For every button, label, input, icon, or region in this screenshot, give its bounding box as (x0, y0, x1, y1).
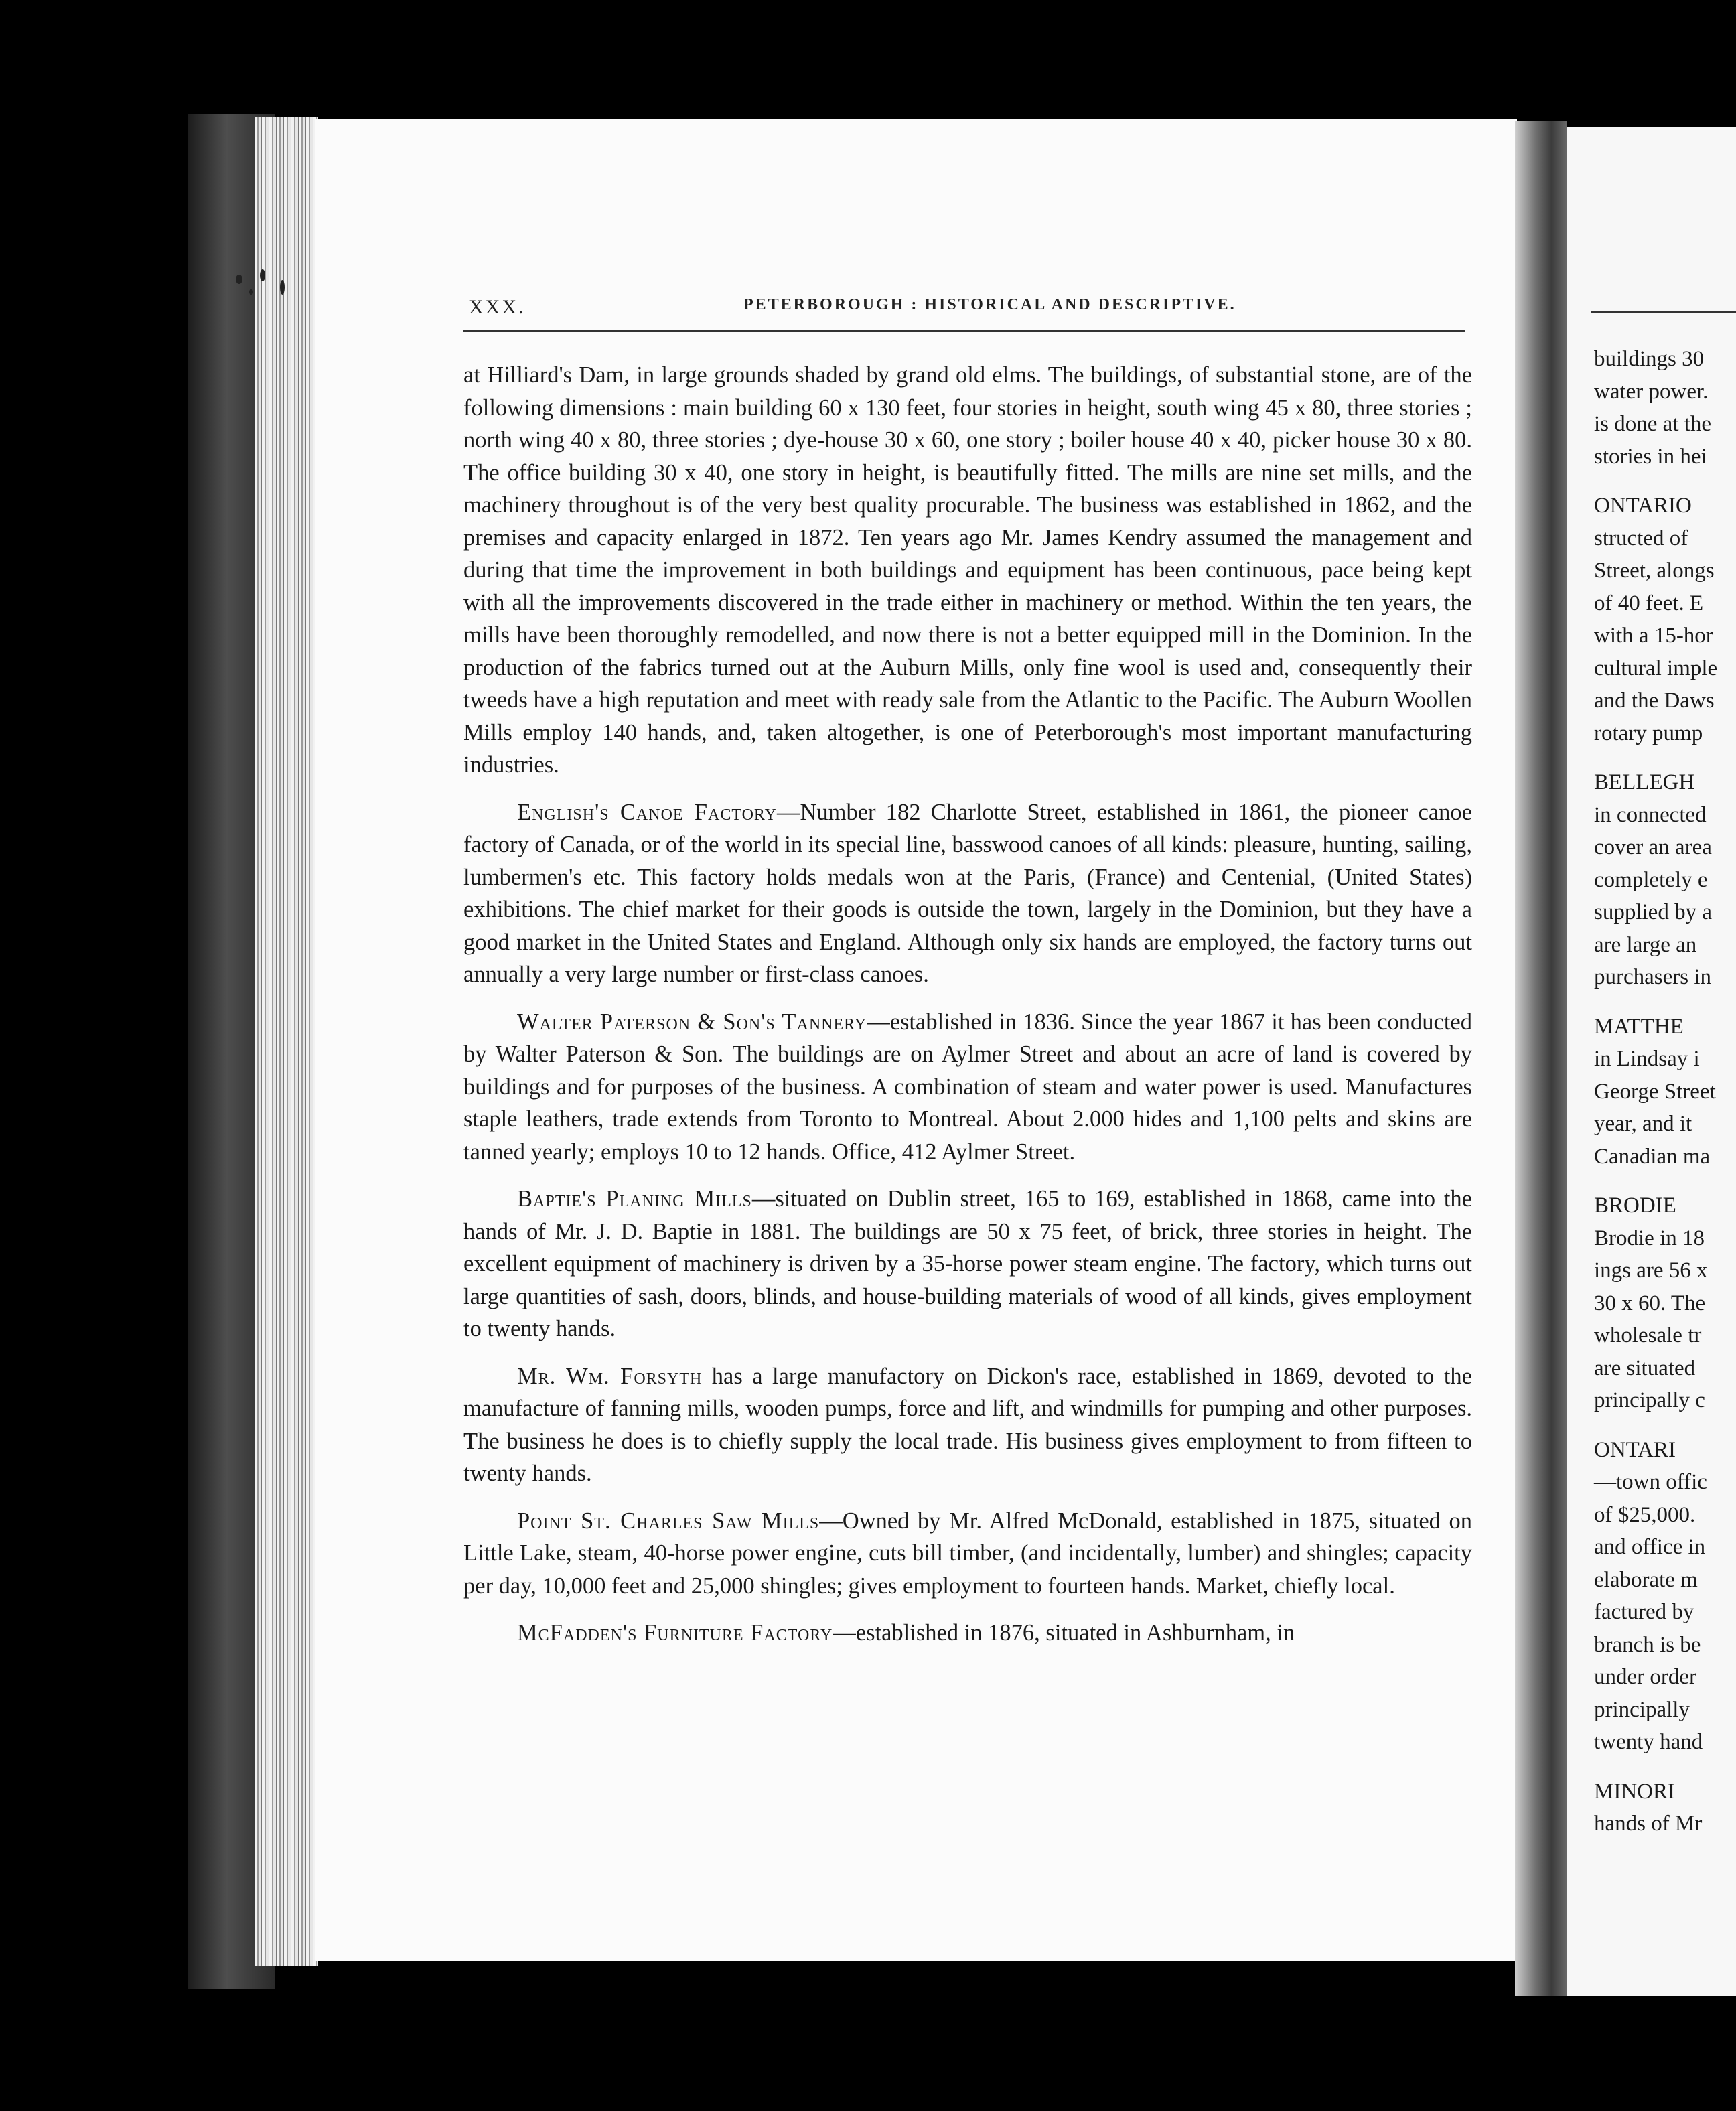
right-page-line: completely e (1594, 867, 1708, 892)
entry-heading: English's Canoe Factory (517, 799, 777, 825)
right-page-line: BELLEGH (1594, 770, 1695, 794)
paragraph-mcfadden (463, 1617, 1472, 1650)
scan-speck (260, 269, 265, 281)
right-page-line: ONTARI (1594, 1437, 1676, 1462)
right-page-line: is done at the (1594, 412, 1712, 436)
right-page-line: principally (1594, 1697, 1690, 1722)
right-page-line: rotary pump (1594, 721, 1703, 745)
entry-body: —Owned by Mr. Alfred McDonald, established in 1875, situated on Little Lake, steam, 40-horse power engine, cuts bill timber, (and incidentally, lumber) and shingles; capacity per day, 10,000 feet and 25,000 shingles; gives employment to fourteen hands. Market, chiefly local. (463, 1508, 1472, 1599)
paragraph-english-canoe (463, 796, 1472, 991)
paragraph-forsyth (463, 1360, 1472, 1490)
scan-speck (236, 275, 242, 284)
page-number: XXX. (469, 296, 526, 318)
running-title: PETERBOROUGH : HISTORICAL AND DESCRIPTIVE. (743, 296, 1236, 313)
right-page-line: under order (1594, 1665, 1697, 1689)
entry-body: —situated on Dublin street, 165 to 169, established in 1868, came into the hands of Mr. J. D. Baptie in 1881. The buildings are 50 x 75 feet, of brick, three stories in height. The excellent equipment of machinery is driven by a 35-horse power steam engine. The factory, which turns out large quantities of sash, doors, blinds, and house-building materials of wood of all kinds, gives employment to twenty hands. (463, 1186, 1472, 1341)
right-page-line: are situated (1594, 1356, 1696, 1380)
right-page-line: Brodie in 18 (1594, 1226, 1705, 1250)
right-page-line: wholesale tr (1594, 1323, 1702, 1348)
right-page-line: —town offic (1594, 1470, 1707, 1494)
right-page-line: elaborate m (1594, 1567, 1698, 1592)
right-page-line: MINORI (1594, 1779, 1675, 1804)
right-page-line: year, and it (1594, 1112, 1692, 1136)
right-header-rule (1591, 311, 1736, 313)
right-page-line: Street, alongs (1594, 559, 1715, 583)
entry-body: —Number 182 Charlotte Street, established in 1861, the pioneer canoe factory of Canada, or of the world in its special line, basswood canoes of all kinds: pleasure, hunting, sailing, lumbermen's etc. This factory holds medals won at the Paris, (France) and Centenial, (United States) exhibitions. The chief market for their goods is outside the town, largely in the Dominion, but they have a good market in the United States and England. Although only six hands are employed, the factory turns out annually a very large number or first-class canoes. (463, 799, 1472, 987)
right-page-line: ONTARIO (1594, 494, 1692, 518)
entry-heading: Walter Paterson & Son's Tannery (517, 1009, 867, 1035)
right-page-line: stories in hei (1594, 444, 1707, 469)
right-page-line (1594, 994, 1736, 1011)
right-page-line: of 40 feet. E (1594, 591, 1704, 615)
right-page-line: hands of Mr (1594, 1812, 1703, 1836)
entry-body: —established in 1876, situated in Ashburnham, in (833, 1620, 1295, 1646)
entry-heading: Mr. Wm. Forsyth (517, 1363, 703, 1389)
right-page-line (1594, 749, 1736, 766)
right-page-line: principally c (1594, 1388, 1705, 1412)
right-page-line: twenty hand (1594, 1730, 1703, 1754)
right-page-line: supplied by a (1594, 900, 1712, 924)
right-page-line: structed of (1594, 526, 1688, 551)
right-page-line: with a 15-hor (1594, 624, 1713, 648)
right-page-line: in Lindsay i (1594, 1047, 1700, 1071)
right-page-line: Canadian ma (1594, 1144, 1711, 1169)
right-page-line: cover an area (1594, 835, 1712, 859)
right-page-line (1594, 473, 1736, 490)
right-page-line: ings are 56 x (1594, 1258, 1708, 1283)
header-rule (463, 330, 1465, 332)
right-page-line: water power. (1594, 379, 1709, 404)
right-page-line (1594, 1417, 1736, 1434)
right-page-line (1594, 1173, 1736, 1189)
right-page-line: MATTHE (1594, 1014, 1684, 1039)
right-page-line: of $25,000. (1594, 1502, 1696, 1527)
right-page-line: and office in (1594, 1535, 1706, 1559)
right-page-line: cultural imple (1594, 656, 1718, 680)
right-page-line: branch is be (1594, 1632, 1701, 1657)
paragraph-auburn-mills: at Hilliard's Dam, in large grounds shaded by grand old elms. The buildings, of substantial stone, are of the following dimensions : main building 60 x 130 feet, four stories in height, south wing 45 x 80, three stories ; north wing 40 x 80, three stories ; dye-house 30 x 60, one story ; boiler house 40 x 40, picker house 30 x 80. The office building 30 x 40, one story in height, is beautifully fitted. The mills are nine set mills, and the machinery throughout is of the very best quality procurable. The business was established in 1862, and the premises and capacity enlarged in 1872. Ten years ago Mr. James Kendry assumed the management and during that time the improvement in both buildings and equipment has been continuous, pace being kept with all the improvements discovered in the trade either in machinery or method. Within the ten years, the mills have been thoroughly remodelled, and now there is not a better equipped mill in the Dominion. In the production of the fabrics turned out at the Auburn Mills, only fine wool is used and, consequently their tweeds have a high reputation and meet with ready sale from the Atlantic to the Pacific. The Auburn Woollen Mills employ 140 hands, and, taken altogether, is one of Peterborough's most important manufacturing industries. (463, 362, 1472, 778)
page-edge-stack (255, 117, 318, 1966)
right-page-line (1594, 1759, 1736, 1775)
paragraph-point-st-charles (463, 1505, 1472, 1603)
right-page-line: in connected (1594, 802, 1707, 827)
left-page-text (463, 359, 1472, 1664)
entry-heading: Baptie's Planing Mills (517, 1186, 752, 1212)
entry-heading: Point St. Charles Saw Mills (517, 1508, 820, 1534)
paragraph-baptie-mills (463, 1183, 1472, 1345)
right-page-line: buildings 30 (1594, 347, 1705, 371)
right-page-line: and the Daws (1594, 688, 1715, 713)
entry-body: has a large manufactory on Dickon's race, established in 1869, devoted to the manufacture of fanning mills, wooden pumps, force and lift, and windmills for pumping and other purposes. The business he does is to chiefly supply the local trade. His business gives employment to from fifteen to twenty hands. (463, 1363, 1472, 1486)
right-page-line: George Street (1594, 1079, 1716, 1104)
scan-speck (280, 280, 285, 295)
entry-body: —established in 1836. Since the year 1867 it has been conducted by Walter Paterson & Son. The buildings are on Aylmer Street and about an acre of land is covered by buildings and for purposes of the business. A combination of steam and water power is used. Manufactures staple leathers, trade extends from Toronto to Montreal. About 2.000 hides and 1,100 pelts and skins are tanned yearly; employs 10 to 12 hands. Office, 412 Aylmer Street. (463, 1009, 1472, 1165)
paragraph-paterson-tannery (463, 1006, 1472, 1169)
book-gutter (1515, 121, 1567, 1996)
running-head (469, 296, 1473, 323)
right-page-line: factured by (1594, 1600, 1694, 1624)
scan-speck (249, 289, 253, 295)
right-page-line: BRODIE (1594, 1193, 1676, 1218)
right-page-line: are large an (1594, 932, 1697, 957)
entry-heading: McFadden's Furniture Factory (517, 1620, 833, 1646)
right-page-line: 30 x 60. The (1594, 1291, 1706, 1315)
right-page-text (1594, 343, 1736, 1840)
right-page-line: purchasers in (1594, 965, 1712, 989)
